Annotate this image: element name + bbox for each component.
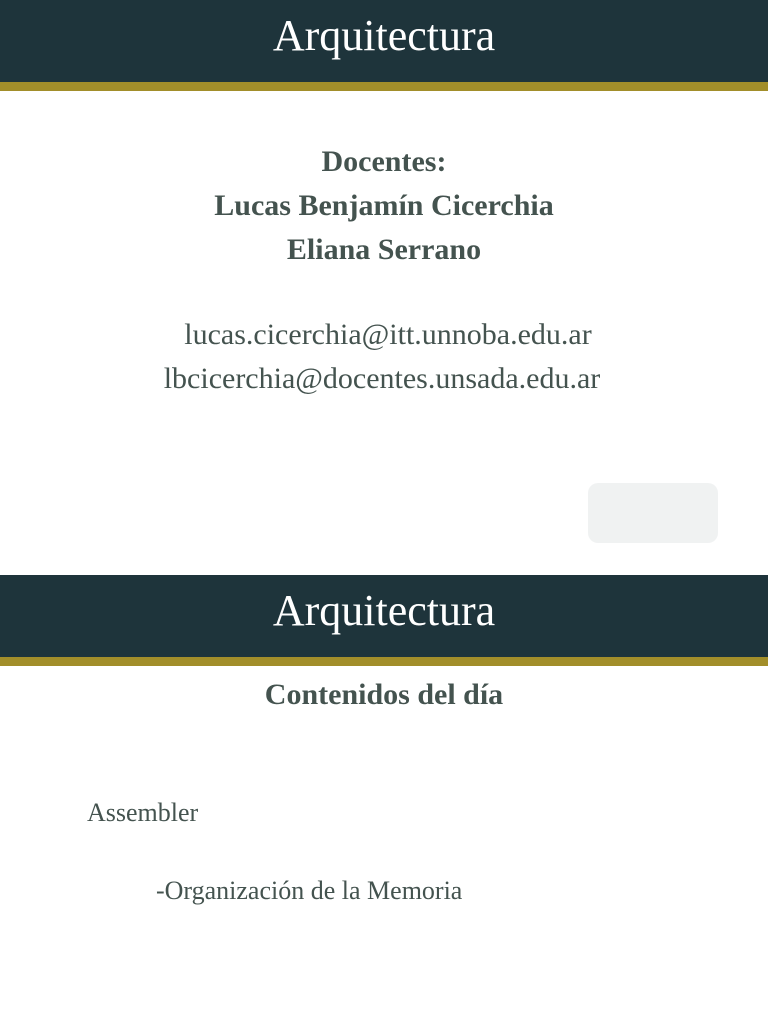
email-address: lucas.cicerchia@itt.unnoba.edu.ar	[184, 318, 592, 351]
docentes-label: Docentes:	[321, 145, 447, 178]
watermark-logo-icon	[578, 478, 728, 548]
slide-title: Arquitectura	[272, 586, 496, 635]
accent-line	[0, 82, 768, 91]
title-bar	[0, 0, 768, 82]
accent-line	[0, 657, 768, 666]
subtopic-item: -Organización de la Memoria	[156, 876, 463, 905]
section-heading: Contenidos del día	[264, 678, 504, 711]
slide-2	[0, 575, 768, 1024]
topic-item: Assembler	[87, 798, 199, 827]
teacher-name: Eliana Serrano	[286, 233, 482, 266]
slide-title: Arquitectura	[272, 11, 496, 60]
teachers-block	[0, 140, 768, 272]
email-address: lbcicerchia@docentes.unsada.edu.ar	[163, 362, 601, 395]
teacher-name: Lucas Benjamín Cicerchia	[214, 189, 554, 222]
emails-block	[0, 313, 768, 401]
title-bar	[0, 575, 768, 657]
